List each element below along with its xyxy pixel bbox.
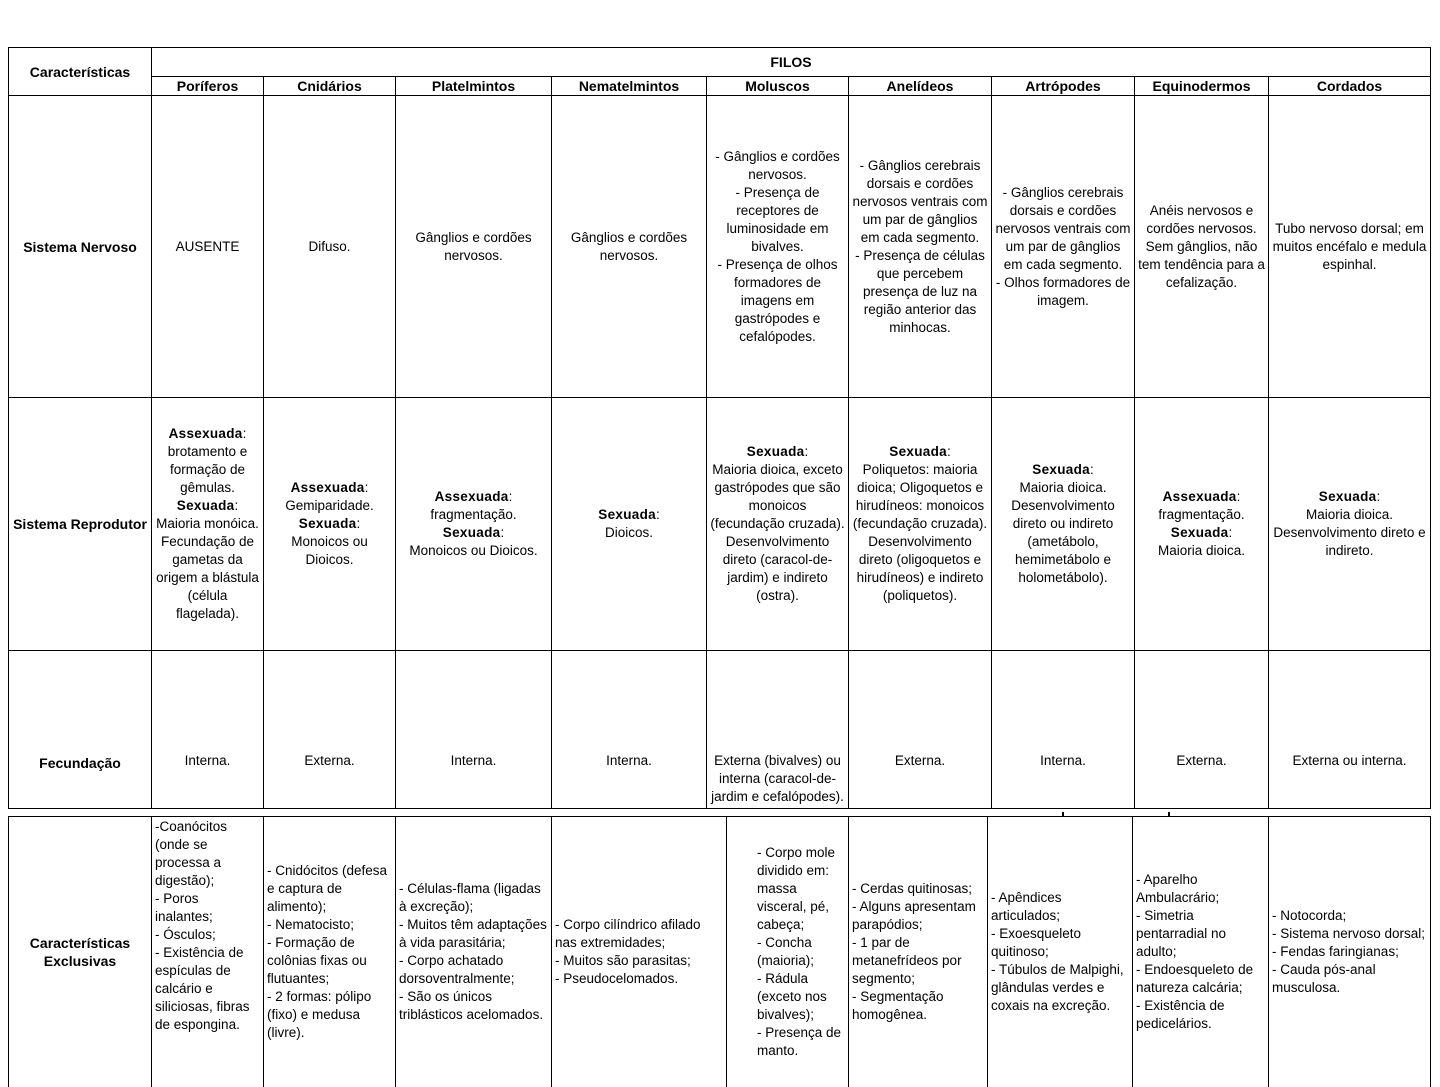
nervoso-cell-cordados: Tubo nervoso dorsal; em muitos encéfalo e medula espinhal. bbox=[1269, 96, 1431, 398]
row-label-caracteristicas-exclusivas: Características Exclusivas bbox=[9, 817, 152, 1087]
exclusivas-cell-anelideos: - Cerdas quitinosas; - Alguns apresentam parapódios; - 1 par de metanefrídeos por segmento; - Segmentação homogênea. bbox=[849, 817, 988, 1087]
fecundacao-cell-platelmintos: Interna. bbox=[396, 651, 552, 809]
fecundacao-cell-cnidarios: Externa. bbox=[264, 651, 396, 809]
row-sistema-nervoso bbox=[9, 96, 1431, 398]
sexuada-text: Maioria dioica, exceto gastrópodes que são monoicos (fecundação cruzada). Desenvolvimento direto (caracol-de-jardim) e indireto (ostra). bbox=[710, 462, 845, 603]
exclusivas-cell-poriferos: -Coanócitos (onde se processa a digestão); - Poros inalantes; - Ósculos; - Existência de espículas de calcário e siliciosas, fibras de espongina. bbox=[152, 817, 264, 1087]
sexuada-text: Maioria dioica. Desenvolvimento direto e indireto. bbox=[1273, 507, 1426, 558]
nervoso-cell-nematelmintos: Gânglios e cordões nervosos. bbox=[552, 96, 707, 398]
phylum-header-cnidarios: Cnidários bbox=[264, 77, 396, 96]
phylum-header-cordados: Cordados bbox=[1269, 77, 1431, 96]
reprodutor-cell-equinodermos: Assexuada: fragmentação. Sexuada: Maioria dioica. bbox=[1135, 398, 1269, 651]
exclusivas-cell-artropodes: - Apêndices articulados; - Exoesqueleto quitinoso; - Túbulos de Malpighi, glândulas verdes e coxais na excreção. bbox=[988, 817, 1133, 1087]
sexuada-label: Sexuada bbox=[598, 507, 656, 522]
assexuada-text: Gemiparidade. bbox=[285, 498, 374, 513]
fecundacao-cell-moluscos: Externa (bivalves) ou interna (caracol-de-jardim e cefalópodes). bbox=[707, 651, 849, 809]
exclusive-characteristics-table bbox=[8, 816, 1431, 1087]
exclusivas-cell-moluscos: - Corpo mole dividido em: massa visceral, pé, cabeça; - Concha (maioria); - Rádula (exceto nos bivalves); - Presença de manto. bbox=[727, 817, 849, 1087]
phylum-header-nematelmintos: Nematelmintos bbox=[552, 77, 707, 96]
sexuada-label: Sexuada bbox=[442, 525, 501, 540]
exclusivas-cell-nematelmintos: - Corpo cilíndrico afilado nas extremidades; - Muitos são parasitas; - Pseudocelomados. bbox=[552, 817, 727, 1087]
phyla-comparison-table bbox=[8, 47, 1431, 809]
row-label-sistema-nervoso: Sistema Nervoso bbox=[9, 96, 152, 398]
fecundacao-cell-nematelmintos: Interna. bbox=[552, 651, 707, 809]
sexuada-text: Dioicos. bbox=[604, 525, 653, 540]
exclusivas-cell-platelmintos: - Células-flama (ligadas à excreção); - Muitos têm adaptações à vida parasitária; - Corpo achatado dorsoventralmente; - São os únicos triblásticos acelomados. bbox=[396, 817, 552, 1087]
nervoso-cell-equinodermos: Anéis nervosos e cordões nervosos. Sem gânglios, não tem tendência para a cefalização. bbox=[1135, 96, 1269, 398]
sexuada-label: Sexuada bbox=[746, 444, 805, 459]
assexuada-label: Assexuada bbox=[1162, 489, 1237, 504]
reprodutor-cell-cordados: Sexuada: Maioria dioica. Desenvolvimento direto e indireto. bbox=[1269, 398, 1431, 651]
nervoso-cell-cnidarios: Difuso. bbox=[264, 96, 396, 398]
reprodutor-cell-platelmintos: Assexuada: fragmentação. Sexuada: Monoicos ou Dioicos. bbox=[396, 398, 552, 651]
row-fecundacao bbox=[9, 651, 1431, 809]
phylum-header-moluscos: Moluscos bbox=[707, 77, 849, 96]
assexuada-text: fragmentação. bbox=[1158, 507, 1245, 522]
phylum-header-equinodermos: Equinodermos bbox=[1135, 77, 1269, 96]
sexuada-text: Maioria monóica. Fecundação de gametas da origem a blástula (célula flagelada). bbox=[156, 516, 259, 621]
sexuada-text: Monoicos ou Dioicos. bbox=[291, 534, 368, 567]
assexuada-label: Assexuada bbox=[434, 489, 509, 504]
reprodutor-cell-cnidarios: Assexuada: Gemiparidade. Sexuada: Monoicos ou Dioicos. bbox=[264, 398, 396, 651]
reprodutor-cell-poriferos: Assexuada: brotamento e formação de gêmulas. Sexuada: Maioria monóica. Fecundação de gametas da origem a blástula (célula flagelada). bbox=[152, 398, 264, 651]
header-row-phyla bbox=[9, 77, 1431, 96]
sexuada-label: Sexuada bbox=[1318, 489, 1377, 504]
fecundacao-cell-anelideos: Externa. bbox=[849, 651, 992, 809]
sexuada-text: Maioria dioica. Desenvolvimento direto ou indireto (ametábolo, hemimetábolo e holometábolo). bbox=[1011, 480, 1115, 585]
assexuada-text: fragmentação. bbox=[430, 507, 517, 522]
sexuada-text: Monoicos ou Dioicos. bbox=[409, 543, 538, 558]
assexuada-text: brotamento e formação de gêmulas. bbox=[167, 444, 248, 495]
row-caracteristicas-exclusivas bbox=[9, 817, 1431, 1087]
phylum-header-poriferos: Poríferos bbox=[152, 77, 264, 96]
row-sistema-reprodutor bbox=[9, 398, 1431, 651]
sexuada-label: Sexuada bbox=[298, 516, 357, 531]
row-label-sistema-reprodutor: Sistema Reprodutor bbox=[9, 398, 152, 651]
fecundacao-cell-poriferos: Interna. bbox=[152, 651, 264, 809]
sexuada-text: Maioria dioica. bbox=[1157, 543, 1246, 558]
sexuada-label: Sexuada bbox=[176, 498, 235, 513]
phylum-header-anelideos: Anelídeos bbox=[849, 77, 992, 96]
sexuada-label: Sexuada bbox=[1170, 525, 1229, 540]
exclusivas-cell-cnidarios: - Cnidócitos (defesa e captura de alimento); - Nematocisto; - Formação de colônias fixas ou flutuantes; - 2 formas: pólipo (fixo) e medusa (livre). bbox=[264, 817, 396, 1087]
assexuada-label: Assexuada bbox=[168, 426, 243, 441]
reprodutor-cell-moluscos: Sexuada: Maioria dioica, exceto gastrópodes que são monoicos (fecundação cruzada). Desenvolvimento direto (caracol-de-jardim) e indireto (ostra). bbox=[707, 398, 849, 651]
reprodutor-cell-artropodes: Sexuada: Maioria dioica. Desenvolvimento direto ou indireto (ametábolo, hemimetábolo e holometábolo). bbox=[992, 398, 1135, 651]
header-filos: FILOS bbox=[152, 48, 1431, 77]
sexuada-label: Sexuada bbox=[889, 444, 947, 459]
exclusivas-cell-equinodermos: - Aparelho Ambulacrário; - Simetria pentarradial no adulto; - Endoesqueleto de natureza calcária; - Existência de pedicelários. bbox=[1133, 817, 1269, 1087]
fecundacao-cell-equinodermos: Externa. bbox=[1135, 651, 1269, 809]
phylum-header-platelmintos: Platelmintos bbox=[396, 77, 552, 96]
reprodutor-cell-anelideos: Sexuada: Poliquetos: maioria dioica; Oligoquetos e hirudíneos: monoicos (fecundação cruzada). Desenvolvimento direto (oligoquetos e hirudíneos) e indireto (poliquetos). bbox=[849, 398, 992, 651]
phylum-header-artropodes: Artrópodes bbox=[992, 77, 1135, 96]
fecundacao-cell-cordados: Externa ou interna. bbox=[1269, 651, 1431, 809]
nervoso-cell-platelmintos: Gânglios e cordões nervosos. bbox=[396, 96, 552, 398]
header-caracteristicas: Características bbox=[9, 48, 152, 96]
exclusivas-cell-cordados: - Notocorda; - Sistema nervoso dorsal; - Fendas faringianas; - Cauda pós-anal musculosa. bbox=[1269, 817, 1431, 1087]
row-label-fecundacao: Fecundação bbox=[9, 651, 152, 809]
fecundacao-cell-artropodes: Interna. bbox=[992, 651, 1135, 809]
nervoso-cell-poriferos: AUSENTE bbox=[152, 96, 264, 398]
sexuada-label: Sexuada bbox=[1032, 462, 1090, 477]
nervoso-cell-artropodes: - Gânglios cerebrais dorsais e cordões nervosos ventrais com um par de gânglios em cada segmento. - Olhos formadores de imagem. bbox=[992, 96, 1135, 398]
nervoso-cell-moluscos: - Gânglios e cordões nervosos. - Presença de receptores de luminosidade em bivalves. - Presença de olhos formadores de imagens em gastrópodes e cefalópodes. bbox=[707, 96, 849, 398]
nervoso-cell-anelideos: - Gânglios cerebrais dorsais e cordões nervosos ventrais com um par de gânglios em cada segmento. - Presença de células que percebem presença de luz na região anterior das minhocas. bbox=[849, 96, 992, 398]
assexuada-label: Assexuada bbox=[290, 480, 365, 495]
reprodutor-cell-nematelmintos: Sexuada: Dioicos. bbox=[552, 398, 707, 651]
header-row-filos bbox=[9, 48, 1431, 77]
sexuada-text: Poliquetos: maioria dioica; Oligoquetos e hirudíneos: monoicos (fecundação cruzada). Desenvolvimento direto (oligoquetos e hirudíneos) e indireto (poliquetos). bbox=[852, 462, 988, 603]
